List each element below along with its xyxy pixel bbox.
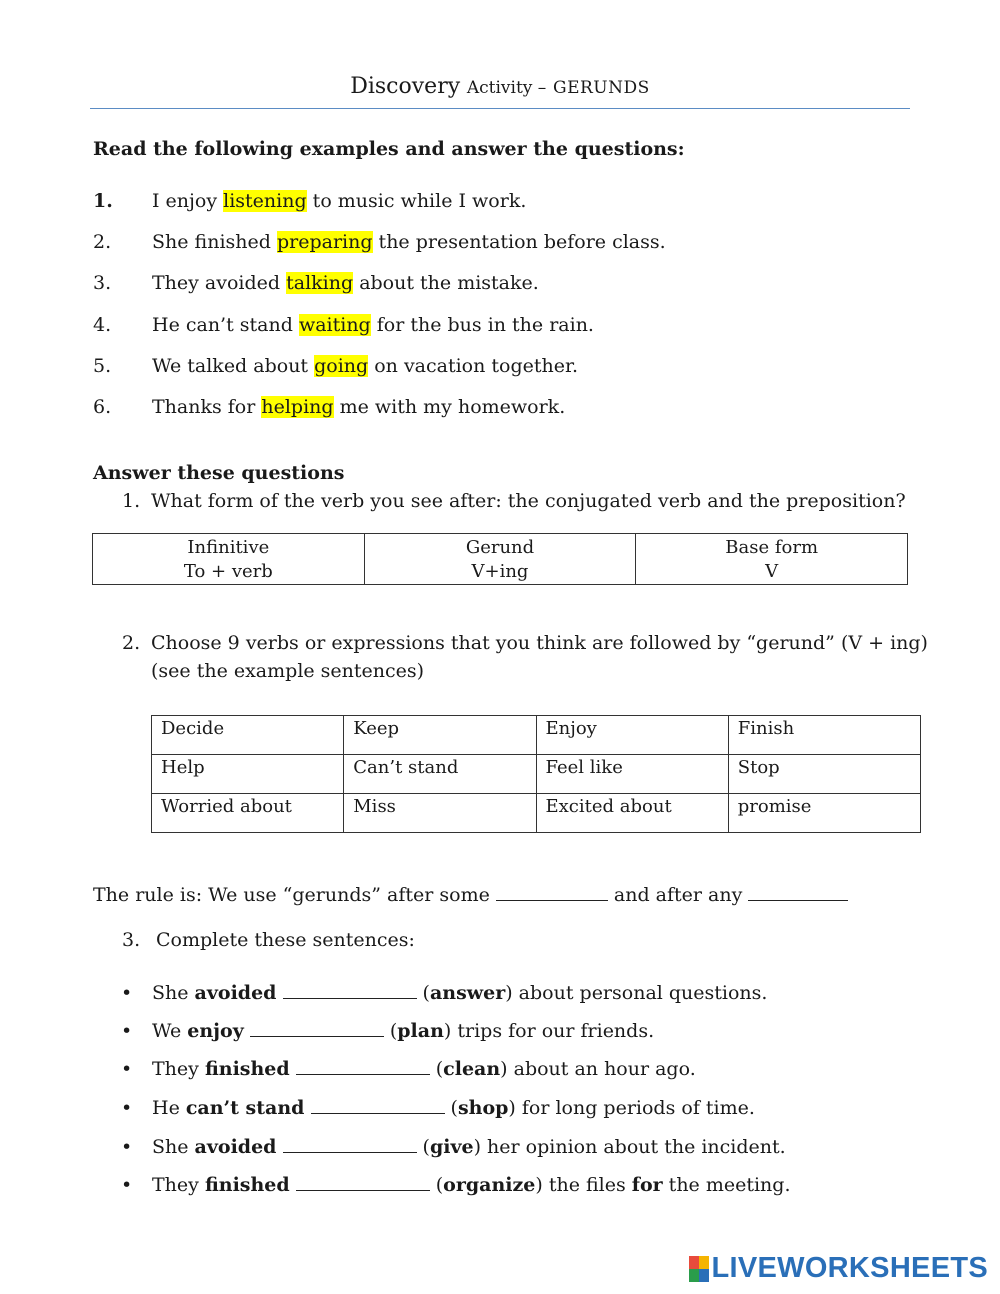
rule-sentence — [93, 884, 848, 906]
instruction-heading: Read the following examples and answer the questions: — [93, 138, 685, 160]
bullet-icon: • — [121, 982, 133, 1004]
example-text: She finished — [152, 231, 277, 253]
example-text: to music while I work. — [306, 190, 527, 212]
bullet-icon: • — [121, 1136, 133, 1158]
liveworksheets-logo-icon — [689, 1256, 709, 1282]
example-text: We talked about — [152, 355, 315, 377]
form-name: Infinitive — [187, 537, 270, 558]
question-number: 3. — [122, 929, 141, 951]
verb-choice-cell[interactable]: Feel like — [536, 755, 728, 794]
sentence-rest: ) about personal questions. — [505, 982, 768, 1004]
sentence-rest: ) about an hour ago. — [500, 1058, 696, 1080]
question-text: What form of the verb you see after: the conjugated verb and the preposition? — [151, 490, 906, 512]
sentence-verb: avoided — [194, 982, 277, 1004]
liveworksheets-logo[interactable] — [689, 1252, 989, 1285]
example-text: They avoided — [152, 272, 287, 294]
verb-hint: answer — [429, 982, 506, 1004]
form-pattern: V — [765, 561, 779, 582]
form-name: Base form — [725, 537, 819, 558]
sentence-verb: avoided — [194, 1136, 277, 1158]
verb-hint: organize — [443, 1174, 536, 1196]
verb-choice-cell[interactable]: Finish — [728, 716, 920, 755]
verb-choice-cell[interactable]: promise — [728, 794, 920, 833]
form-pattern: V+ing — [471, 561, 529, 582]
example-number: 1. — [93, 190, 113, 212]
sentence-rest: ) the files — [535, 1174, 632, 1196]
verb-choice-cell[interactable]: Miss — [344, 794, 536, 833]
verbs-table — [151, 715, 921, 833]
form-name: Gerund — [465, 537, 535, 558]
example-text: about the mistake. — [353, 272, 539, 294]
bullet-icon: • — [121, 1097, 133, 1119]
verb-form-cell[interactable] — [93, 534, 365, 585]
answer-blank[interactable] — [311, 1099, 445, 1114]
rule-text-part2: and after any — [607, 884, 749, 906]
bullet-icon: • — [121, 1058, 133, 1080]
sentence-subject: They — [152, 1174, 205, 1196]
example-text: for the bus in the rain. — [370, 314, 594, 336]
example-number: 5. — [93, 355, 112, 377]
example-number: 3. — [93, 272, 112, 294]
title-activity: Activity – — [466, 78, 547, 98]
verb-choice-cell[interactable]: Enjoy — [536, 716, 728, 755]
sentence-rest: ) her opinion about the incident. — [473, 1136, 786, 1158]
table-row — [152, 716, 921, 755]
example-number: 6. — [93, 396, 112, 418]
example-text: I enjoy — [152, 190, 224, 212]
question-text: Complete these sentences: — [156, 929, 415, 951]
verb-choice-cell[interactable]: Keep — [344, 716, 536, 755]
verb-hint: shop — [457, 1097, 509, 1119]
rule-blank-1[interactable] — [496, 886, 608, 901]
verb-hint: give — [429, 1136, 474, 1158]
sentence-end: the meeting. — [662, 1174, 791, 1196]
title-gerunds: GERUNDS — [552, 78, 650, 98]
table-row — [152, 755, 921, 794]
sentence-rest: ) trips for our friends. — [443, 1020, 655, 1042]
example-text: Thanks for — [152, 396, 262, 418]
highlighted-gerund: talking — [286, 272, 354, 294]
logo-text: LIVEWORKSHEETS — [711, 1252, 988, 1284]
rule-text-part1: The rule is: We use “gerunds” after some — [93, 884, 496, 906]
verb-hint: clean — [443, 1058, 501, 1080]
verb-choice-cell[interactable]: Stop — [728, 755, 920, 794]
highlighted-gerund: going — [314, 355, 369, 377]
example-text: the presentation before class. — [372, 231, 666, 253]
example-text: me with my homework. — [333, 396, 566, 418]
question-text: Choose 9 verbs or expressions that you think are followed by “gerund” (V + ing) — [151, 632, 928, 654]
answer-blank[interactable] — [296, 1060, 430, 1075]
verb-hint: plan — [397, 1020, 444, 1042]
verb-choice-cell[interactable]: Excited about — [536, 794, 728, 833]
sentence-verb: enjoy — [187, 1020, 244, 1042]
example-number: 2. — [93, 231, 112, 253]
title-discovery: Discovery — [350, 74, 461, 99]
sentence-verb: finished — [204, 1174, 290, 1196]
highlighted-gerund: preparing — [276, 231, 373, 253]
highlighted-gerund: helping — [261, 396, 334, 418]
rule-blank-2[interactable] — [748, 886, 848, 901]
questions-heading: Answer these questions — [93, 462, 345, 484]
sentence-rest: ) for long periods of time. — [508, 1097, 755, 1119]
verb-choice-cell[interactable]: Can’t stand — [344, 755, 536, 794]
title-divider — [90, 108, 910, 109]
sentence-subject: We — [152, 1020, 188, 1042]
sentence-verb: finished — [204, 1058, 290, 1080]
highlighted-gerund: listening — [223, 190, 307, 212]
verb-choice-cell[interactable]: Decide — [152, 716, 344, 755]
verb-form-cell[interactable] — [636, 534, 908, 585]
example-text: He can’t stand — [152, 314, 299, 336]
question-2-line2: (see the example sentences) — [151, 660, 425, 682]
example-number: 4. — [93, 314, 112, 336]
answer-blank[interactable] — [250, 1022, 384, 1037]
table-row — [152, 794, 921, 833]
sentence-subject: He — [152, 1097, 186, 1119]
sentence-subject: They — [152, 1058, 205, 1080]
question-number: 2. — [122, 632, 141, 654]
page-title — [0, 74, 1000, 99]
sentence-verb: can’t stand — [185, 1097, 305, 1119]
highlighted-gerund: waiting — [298, 314, 371, 336]
form-pattern: To + verb — [183, 561, 273, 582]
sentence-subject: She — [152, 1136, 195, 1158]
answer-blank[interactable] — [296, 1176, 430, 1191]
question-number: 1. — [122, 490, 141, 512]
sentence-subject: She — [152, 982, 195, 1004]
answer-blank[interactable] — [283, 984, 417, 999]
sentence-bold-word: for — [631, 1174, 663, 1196]
verb-form-cell[interactable] — [364, 534, 636, 585]
verb-choice-cell[interactable]: Worried about — [152, 794, 344, 833]
example-text: on vacation together. — [368, 355, 579, 377]
bullet-icon: • — [121, 1020, 133, 1042]
verb-choice-cell[interactable]: Help — [152, 755, 344, 794]
answer-blank[interactable] — [283, 1138, 417, 1153]
verb-forms-table — [92, 533, 908, 585]
bullet-icon: • — [121, 1174, 133, 1196]
